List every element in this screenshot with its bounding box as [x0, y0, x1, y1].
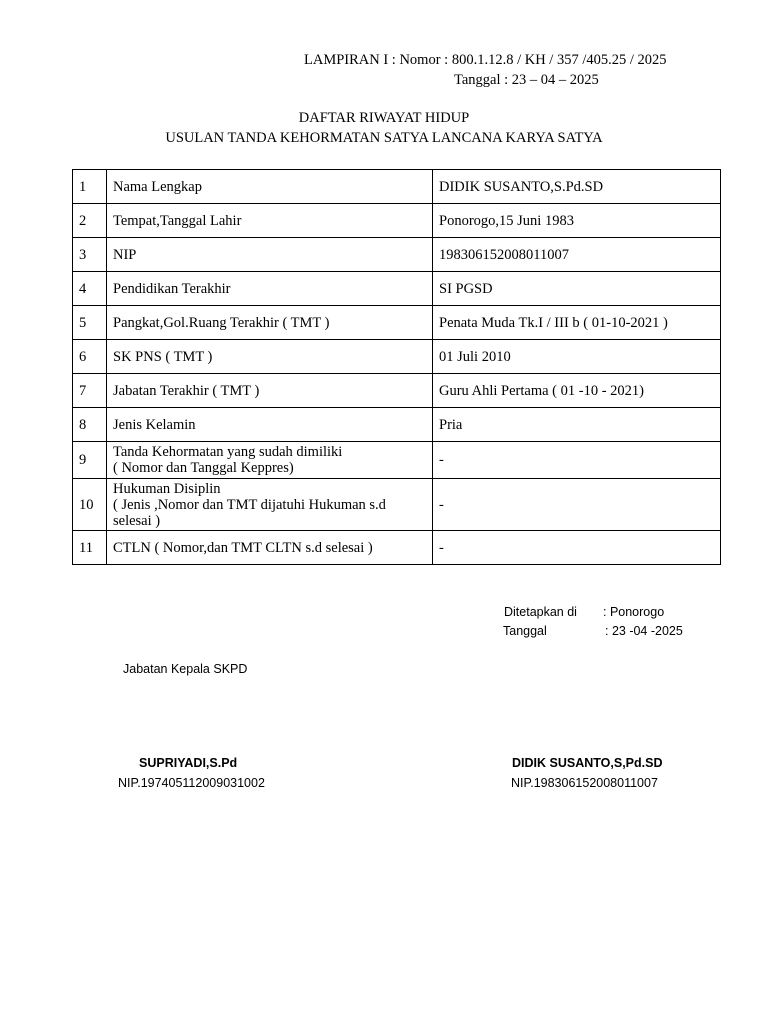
table-row [73, 272, 721, 306]
row-number: 4 [73, 272, 107, 306]
row-field: Pangkat,Gol.Ruang Terakhir ( TMT ) [107, 306, 433, 340]
row-number: 6 [73, 340, 107, 374]
row-number: 3 [73, 238, 107, 272]
lampiran-nomor: LAMPIRAN I : Nomor : 800.1.12.8 / KH / 357 /405.25 / 2025 [304, 52, 667, 68]
row-field: Jabatan Terakhir ( TMT ) [107, 374, 433, 408]
table-row [73, 408, 721, 442]
row-value: - [433, 479, 721, 531]
row-number: 9 [73, 442, 107, 479]
right-signatory-name: DIDIK SUSANTO,S,Pd.SD [512, 756, 663, 770]
biodata-table [72, 169, 721, 565]
row-field: SK PNS ( TMT ) [107, 340, 433, 374]
row-number: 11 [73, 531, 107, 565]
row-value: - [433, 531, 721, 565]
row-number: 8 [73, 408, 107, 442]
row-value: SI PGSD [433, 272, 721, 306]
row-field [107, 442, 433, 479]
document-title: DAFTAR RIWAYAT HIDUP [298, 110, 470, 126]
table-row [73, 170, 721, 204]
row-number: 10 [73, 479, 107, 531]
row-value: - [433, 442, 721, 479]
table-row [73, 479, 721, 531]
row-field: NIP [107, 238, 433, 272]
row-number: 7 [73, 374, 107, 408]
row-number: 1 [73, 170, 107, 204]
row-field: CTLN ( Nomor,dan TMT CLTN s.d selesai ) [107, 531, 433, 565]
row-field-line: Hukuman Disiplin [113, 480, 221, 497]
row-value: Ponorogo,15 Juni 1983 [433, 204, 721, 238]
row-field [107, 479, 433, 531]
row-value: Guru Ahli Pertama ( 01 -10 - 2021) [433, 374, 721, 408]
row-field: Jenis Kelamin [107, 408, 433, 442]
left-signatory-name: SUPRIYADI,S.Pd [139, 756, 238, 770]
table-row [73, 204, 721, 238]
row-field-line: ( Nomor dan Tanggal Keppres) [113, 460, 294, 476]
table-row [73, 340, 721, 374]
table-row [73, 238, 721, 272]
row-number: 5 [73, 306, 107, 340]
row-field-line: ( Jenis ,Nomor dan TMT dijatuhi Hukuman s.d [113, 496, 386, 513]
lampiran-tanggal: Tanggal : 23 – 04 – 2025 [454, 72, 599, 88]
jabatan-label: Jabatan Kepala SKPD [123, 662, 248, 676]
row-field: Nama Lengkap [107, 170, 433, 204]
row-value: Penata Muda Tk.I / III b ( 01-10-2021 ) [433, 306, 721, 340]
document-subtitle: USULAN TANDA KEHORMATAN SATYA LANCANA KARYA SATYA [165, 130, 603, 146]
row-field-line: selesai ) [113, 512, 161, 529]
left-signatory-nip: NIP.197405112009031002 [118, 776, 265, 790]
row-field: Tempat,Tanggal Lahir [107, 204, 433, 238]
ditetapkan-value: : Ponorogo [603, 605, 665, 619]
row-value: DIDIK SUSANTO,S.Pd.SD [433, 170, 721, 204]
table-row [73, 531, 721, 565]
row-field-line: Tanda Kehormatan yang sudah dimiliki [113, 444, 343, 460]
row-value: 198306152008011007 [433, 238, 721, 272]
right-signatory-nip: NIP.198306152008011007 [511, 776, 658, 790]
row-number: 2 [73, 204, 107, 238]
table-row [73, 442, 721, 479]
row-field: Pendidikan Terakhir [107, 272, 433, 306]
tanggal-label: Tanggal [503, 624, 547, 638]
tanggal-value: : 23 -04 -2025 [605, 624, 683, 638]
row-value: Pria [433, 408, 721, 442]
table-row [73, 374, 721, 408]
row-value: 01 Juli 2010 [433, 340, 721, 374]
table-row [73, 306, 721, 340]
ditetapkan-label: Ditetapkan di [504, 605, 577, 619]
